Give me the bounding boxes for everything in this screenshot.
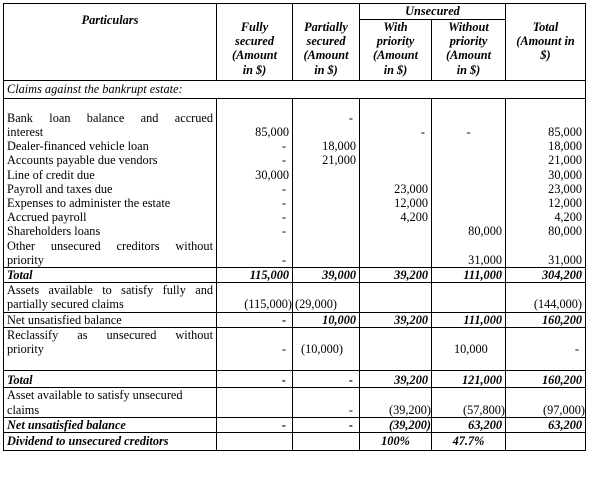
claims-table-sheet <box>3 3 586 451</box>
claim-total: 4,200 <box>506 210 586 224</box>
claim-without <box>432 153 506 167</box>
net-balance-label: Net unsatisfied balance <box>4 417 217 432</box>
asset-unsecured-label: Asset available to satisfy unsecured claims <box>4 388 217 417</box>
asset-unsecured-without: (57,800) <box>432 388 506 417</box>
claim-partial: 18,000 <box>293 139 360 153</box>
claim-with <box>360 239 432 268</box>
claim-total: 31,000 <box>506 239 586 268</box>
claim-label: Accounts payable due vendors <box>4 153 217 167</box>
net-unsatisfied-row <box>4 312 586 327</box>
claim-label: Line of credit due <box>4 168 217 182</box>
net-unsatisfied-with: 39,200 <box>360 312 432 327</box>
claims-heading: Claims against the bankrupt estate: <box>4 80 586 98</box>
total-with: 39,200 <box>360 268 432 283</box>
claim-without: - <box>432 111 506 139</box>
assets-total: (144,000) <box>506 283 586 312</box>
header-row-1 <box>4 4 586 20</box>
claims-table <box>3 3 586 451</box>
claim-total: 12,000 <box>506 196 586 210</box>
reclassify-row <box>4 327 586 356</box>
asset-unsecured-with: (39,200) <box>360 388 432 417</box>
without-priority-header: Without priority (Amount in $) <box>432 20 506 81</box>
claim-without <box>432 139 506 153</box>
claim-label: Payroll and taxes due <box>4 182 217 196</box>
claim-row-shareholder-loans <box>4 224 586 238</box>
total2-partial: - <box>293 371 360 388</box>
asset-unsecured-partial: - <box>293 388 360 417</box>
claim-label: Accrued payroll <box>4 210 217 224</box>
assets-partial: (29,000) <box>293 283 360 312</box>
reclassify-without: 10,000 <box>432 327 506 356</box>
claim-fully: - <box>217 239 293 268</box>
net-unsatisfied-without: 111,000 <box>432 312 506 327</box>
claim-fully: - <box>217 196 293 210</box>
claim-total: 21,000 <box>506 153 586 167</box>
claim-partial <box>293 224 360 238</box>
claim-fully: - <box>217 153 293 167</box>
particulars-header: Particulars <box>4 4 217 81</box>
total-header: Total (Amount in $) <box>506 4 586 81</box>
claim-total: 18,000 <box>506 139 586 153</box>
claim-without: 80,000 <box>432 224 506 238</box>
claim-partial: - <box>293 111 360 139</box>
claim-row-payroll-taxes <box>4 182 586 196</box>
claim-label: Other unsecured creditors without priority <box>4 239 217 268</box>
claim-fully: - <box>217 182 293 196</box>
claim-label: Shareholders loans <box>4 224 217 238</box>
total-label: Total <box>4 268 217 283</box>
claim-total: 23,000 <box>506 182 586 196</box>
claim-label: Bank loan balance and accrued interest <box>4 111 217 139</box>
claim-with <box>360 168 432 182</box>
asset-unsecured-row <box>4 388 586 417</box>
claim-with <box>360 153 432 167</box>
claim-fully: 85,000 <box>217 111 293 139</box>
claim-partial: 21,000 <box>293 153 360 167</box>
claim-row-accrued-payroll <box>4 210 586 224</box>
dividend-without: 47.7% <box>432 433 506 451</box>
net-balance-without: 63,200 <box>432 417 506 432</box>
claim-label: Expenses to administer the estate <box>4 196 217 210</box>
fully-secured-header: Fully secured (Amount in $) <box>217 4 293 81</box>
claims-heading-row <box>4 80 586 98</box>
reclassify-fully: - <box>217 327 293 356</box>
net-balance-row <box>4 417 586 432</box>
claim-total: 30,000 <box>506 168 586 182</box>
partially-secured-header: Partially secured (Amount in $) <box>293 4 360 81</box>
asset-unsecured-total: (97,000) <box>506 388 586 417</box>
total-total: 304,200 <box>506 268 586 283</box>
assets-label: Assets available to satisfy fully and partially secured claims <box>4 283 217 312</box>
total2-label: Total <box>4 371 217 388</box>
total-fully: 115,000 <box>217 268 293 283</box>
claim-partial <box>293 168 360 182</box>
claim-row-admin-expenses <box>4 196 586 210</box>
total-partial: 39,000 <box>293 268 360 283</box>
claim-row-line-of-credit <box>4 168 586 182</box>
reclassify-label: Reclassify as unsecured without priority <box>4 327 217 356</box>
assets-available-row <box>4 283 586 312</box>
asset-unsecured-fully <box>217 388 293 417</box>
dividend-label: Dividend to unsecured creditors <box>4 433 217 451</box>
claim-without <box>432 182 506 196</box>
total2-total: 160,200 <box>506 371 586 388</box>
net-balance-with: (39,200) <box>360 417 432 432</box>
net-unsatisfied-fully: - <box>217 312 293 327</box>
net-balance-partial: - <box>293 417 360 432</box>
net-balance-fully: - <box>217 417 293 432</box>
claim-label: Dealer-financed vehicle loan <box>4 139 217 153</box>
net-unsatisfied-total: 160,200 <box>506 312 586 327</box>
claim-row-bank-loan <box>4 111 586 139</box>
spacer-row <box>4 356 586 371</box>
claim-fully: - <box>217 139 293 153</box>
claim-partial <box>293 210 360 224</box>
unsecured-group-header: Unsecured <box>360 4 506 20</box>
claim-partial <box>293 182 360 196</box>
claim-with <box>360 139 432 153</box>
net-unsatisfied-partial: 10,000 <box>293 312 360 327</box>
claim-row-vehicle-loan <box>4 139 586 153</box>
claim-with: 12,000 <box>360 196 432 210</box>
claim-without: 31,000 <box>432 239 506 268</box>
claim-with: - <box>360 111 432 139</box>
reclassify-total: - <box>506 327 586 356</box>
claim-total: 80,000 <box>506 224 586 238</box>
dividend-row <box>4 433 586 451</box>
total2-with: 39,200 <box>360 371 432 388</box>
dividend-with: 100% <box>360 433 432 451</box>
with-priority-header: With priority (Amount in $) <box>360 20 432 81</box>
assets-fully: (115,000) <box>217 283 293 312</box>
net-balance-total: 63,200 <box>506 417 586 432</box>
total2-fully: - <box>217 371 293 388</box>
assets-with <box>360 283 432 312</box>
reclassify-with <box>360 327 432 356</box>
claim-total: 85,000 <box>506 111 586 139</box>
claim-without <box>432 168 506 182</box>
claim-fully: 30,000 <box>217 168 293 182</box>
claim-fully: - <box>217 224 293 238</box>
claim-partial <box>293 196 360 210</box>
claim-partial <box>293 239 360 268</box>
claim-row-other-unsecured <box>4 239 586 268</box>
total2-row <box>4 371 586 388</box>
claim-with <box>360 224 432 238</box>
spacer-row <box>4 98 586 111</box>
claim-row-accounts-payable <box>4 153 586 167</box>
claim-without <box>432 210 506 224</box>
claim-fully: - <box>217 210 293 224</box>
total-row <box>4 268 586 283</box>
claim-with: 23,000 <box>360 182 432 196</box>
claim-with: 4,200 <box>360 210 432 224</box>
assets-without <box>432 283 506 312</box>
net-unsatisfied-label: Net unsatisfied balance <box>4 312 217 327</box>
claim-without <box>432 196 506 210</box>
total2-without: 121,000 <box>432 371 506 388</box>
total-without: 111,000 <box>432 268 506 283</box>
reclassify-partial: (10,000) <box>293 327 360 356</box>
